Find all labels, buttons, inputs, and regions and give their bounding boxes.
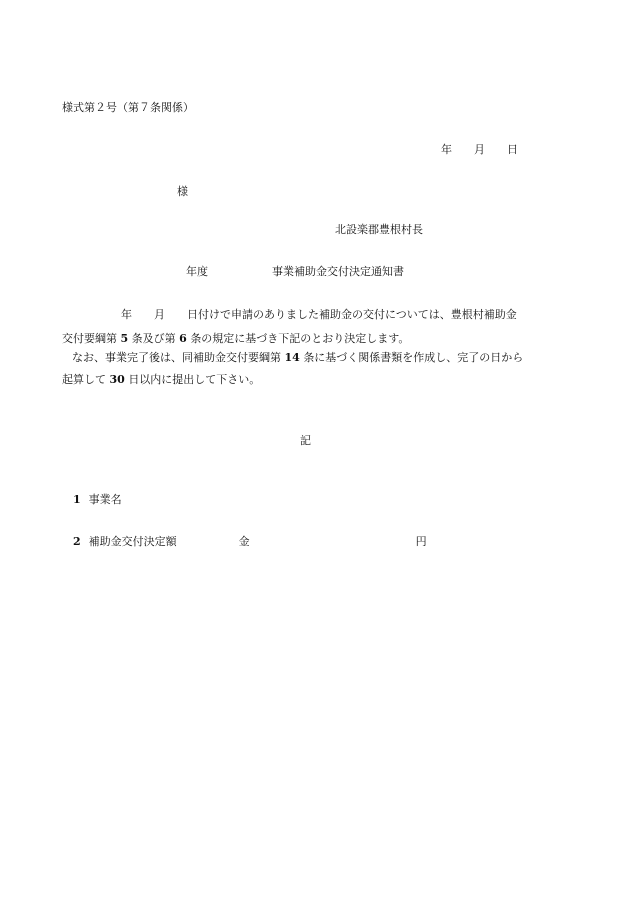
item-label: 補助金交付決定額: [88, 535, 177, 548]
ki-heading: 記: [300, 434, 311, 447]
paragraph2-line1: [72, 351, 523, 365]
paragraph2-line1-b: 条に基づく関係書類を作成し、完了の日から: [303, 351, 524, 364]
paragraph1-num2: 6: [179, 332, 187, 345]
document-title: [186, 265, 404, 279]
paragraph1-year: 年: [121, 308, 132, 321]
paragraph1-line2: [62, 332, 409, 346]
date-line: [441, 143, 518, 157]
item-label: 事業名: [88, 493, 122, 506]
date-year: 年: [441, 143, 452, 156]
paragraph1-line1-rest: 日付けで申請のありました補助金の交付については、豊根村補助金: [187, 308, 517, 321]
paragraph1-line2-b: 条及び第: [131, 332, 176, 345]
paragraph2-line2-a: 起算して: [62, 373, 106, 386]
item-number: 2: [73, 535, 81, 548]
paragraph2-days: 30: [109, 373, 125, 386]
paragraph2-num: 14: [284, 351, 300, 364]
form-label: 様式第２号（第７条関係）: [62, 101, 194, 114]
date-month: 月: [474, 143, 485, 156]
paragraph1-num1: 5: [120, 332, 129, 345]
paragraph2-line2: [62, 373, 260, 387]
paragraph1-line2-a: 交付要綱第: [62, 332, 117, 345]
date-day: 日: [507, 143, 518, 156]
paragraph1-line2-c: 条の規定に基づき下記のとおり決定します。: [190, 332, 410, 345]
list-item-project-name: [73, 493, 122, 507]
list-item-grant-amount: [73, 535, 427, 549]
issuer: 北設楽郡豊根村長: [335, 223, 423, 236]
title-year-label: 年度: [186, 265, 208, 278]
paragraph1-line1: [121, 308, 517, 322]
paragraph2-line2-b: 日以内に提出して下さい。: [128, 373, 261, 386]
amount-suffix: 円: [415, 535, 427, 548]
addressee-suffix: 様: [177, 185, 188, 198]
paragraph1-month: 月: [154, 308, 165, 321]
title-name: 事業補助金交付決定通知書: [272, 265, 404, 278]
amount-prefix: 金: [238, 535, 250, 548]
item-number: 1: [73, 493, 81, 506]
paragraph2-line1-a: なお、事業完了後は、同補助金交付要綱第: [72, 351, 281, 364]
